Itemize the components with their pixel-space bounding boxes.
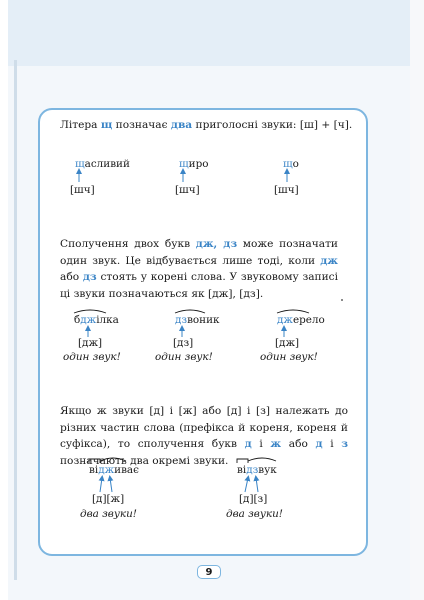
sound-transcription: [д][з] [239, 493, 268, 505]
word-highlight: щ [179, 158, 189, 170]
sound-transcription: [дж] [275, 337, 300, 349]
letter-highlight: дж, дз [195, 238, 238, 250]
example-word [175, 314, 220, 326]
rule-card [38, 108, 368, 556]
word-part: иває [114, 464, 139, 476]
text-run: або [281, 438, 316, 450]
example-word [74, 314, 119, 326]
word-part: ві [237, 464, 247, 476]
letter-highlight: д [244, 438, 252, 450]
sound-transcription: [шч] [70, 184, 95, 196]
text-run: і [251, 438, 271, 450]
word-highlight: дз [246, 464, 259, 476]
sound-transcription: [д][ж] [92, 493, 125, 505]
word-highlight: дж [80, 314, 97, 326]
intro-text [60, 117, 360, 134]
intro-before: Літера [60, 119, 101, 131]
word-part: ві [89, 464, 99, 476]
text-run: може позначати один звук. Це відбувається лише тоді, коли [60, 238, 338, 267]
scan-speck [341, 299, 343, 301]
sound-transcription: [шч] [274, 184, 299, 196]
word-part: ерело [292, 314, 325, 326]
letter-highlight: ж [270, 438, 282, 450]
word-highlight: дж [277, 314, 293, 326]
text-run: позначають два окремі звуки. [60, 454, 229, 467]
sound-transcription: [дж] [78, 337, 103, 349]
letter-highlight: д [315, 438, 323, 450]
page-number: 9 [197, 565, 221, 579]
word-highlight: дж [98, 464, 115, 476]
text-run: Сполучення двох букв [60, 238, 196, 250]
word-highlight: щ [283, 158, 293, 170]
intro-after: приголосні звуки: [ш] + [ч]. [192, 119, 353, 131]
letter-highlight: дж [320, 254, 338, 267]
dzh-dz-paragraph [60, 236, 338, 302]
sound-transcription: [дз] [173, 337, 194, 349]
page-right-edge [410, 0, 424, 600]
page-left-margin [0, 0, 8, 600]
sound-caption: один звук! [63, 351, 121, 363]
word-part: воник [187, 314, 220, 326]
word-part: вук [258, 464, 277, 476]
word-part: ілка [96, 314, 119, 326]
intro-middle: позначає [112, 119, 171, 131]
example-word [89, 464, 139, 476]
book-spine-line [14, 60, 17, 580]
text-run: стоять у корені слова. У звуковому записі ці звуки позначаються як [дж], [дз]. [60, 271, 338, 300]
intro-letter: щ [100, 119, 113, 131]
example-word [75, 158, 130, 170]
example-word [237, 464, 277, 476]
text-run: Якщо ж звуки [д] і [ж] або [д] і [з] належать до різних частин слова (префікса й кореня, кореня й суфікса), то сполучення букв [60, 405, 348, 450]
sound-caption: два звуки! [226, 508, 283, 520]
word-rest: асливий [84, 158, 130, 170]
two-sounds-paragraph [60, 403, 348, 469]
intro-count: два [170, 119, 193, 131]
example-word [283, 158, 299, 170]
example-word [277, 314, 325, 326]
text-run: і [322, 438, 342, 450]
letter-highlight: з [341, 438, 348, 450]
word-rest: о [292, 158, 299, 170]
text-run: або [60, 271, 83, 283]
sound-caption: два звуки! [80, 508, 137, 520]
word-highlight: дз [175, 314, 188, 326]
sound-caption: один звук! [260, 351, 318, 363]
page-top-band [0, 0, 424, 66]
word-rest: иро [188, 158, 209, 170]
example-word [179, 158, 209, 170]
sound-caption: один звук! [155, 351, 213, 363]
letter-highlight: дз [82, 271, 97, 283]
word-highlight: щ [75, 158, 85, 170]
word-part: б [74, 314, 81, 326]
sound-transcription: [шч] [175, 184, 200, 196]
